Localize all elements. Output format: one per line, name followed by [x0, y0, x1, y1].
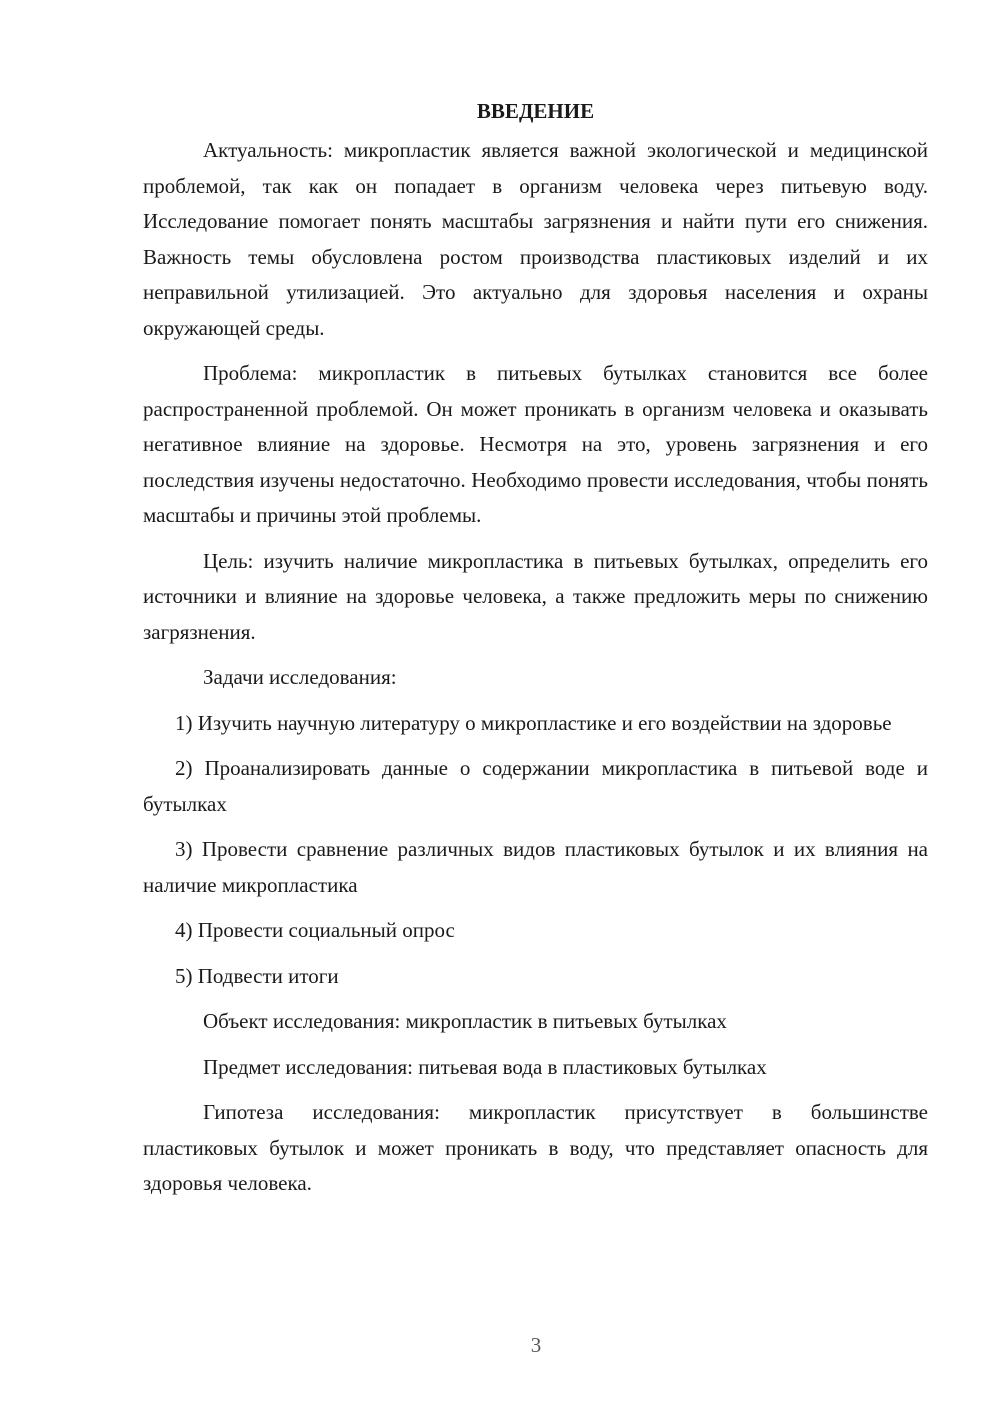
goal-paragraph: Цель: изучить наличие микропластика в питьевых бутылках, определить его источники и влияние на здоровье человека, а также предложить меры по снижению загрязнения. [143, 548, 928, 644]
hypothesis-paragraph: Гипотеза исследования: микропластик присутствует в большинстве пластиковых бутылок и может проникать в воду, что представляет опасность для здоровья человека. [143, 1100, 928, 1195]
research-object: Объект исследования: микропластик в питьевых бутылках [203, 1009, 727, 1033]
tasks-heading: Задачи исследования: [203, 665, 397, 689]
task-item-1: 1) Изучить научную литературу о микропластике и его воздействии на здоровье [175, 710, 892, 735]
relevance-paragraph: Актуальность: микропластик является важной экологической и медицинской проблемой, так как он попадает в организм человека через питьевую воду. Исследование помогает понять масштабы загрязнения и найти пути его снижения. Важность темы обусловлена ростом производства пластиковых изделий и их неправильной утилизацией. Это актуально для здоровья населения и охраны окружающей среды. [143, 138, 928, 340]
task-item-5: 5) Подвести итоги [175, 963, 339, 988]
task-item-4: 4) Провести социальный опрос [175, 918, 455, 942]
task-item-2: 2) Проанализировать данные о содержании микропластика в питьевой воде и бутылках [143, 756, 928, 816]
research-subject: Предмет исследования: питьевая вода в пластиковых бутылках [203, 1054, 767, 1079]
page-title: ВВЕДЕНИЕ [476, 99, 595, 123]
task-item-3: 3) Провести сравнение различных видов пластиковых бутылок и их влияния на наличие микропластика [143, 837, 928, 897]
problem-paragraph: Проблема: микропластик в питьевых бутылках становится все более распространенной проблемой. Он может проникать в организм человека и оказывать негативное влияние на здоровье. Несмотря на это, уровень загрязнения и его последствия изучены недостаточно. Необходимо провести исследования, чтобы понять масштабы и причины этой проблемы. [143, 361, 928, 527]
page-number: 3 [530, 1333, 542, 1357]
document-page [143, 95, 928, 1212]
